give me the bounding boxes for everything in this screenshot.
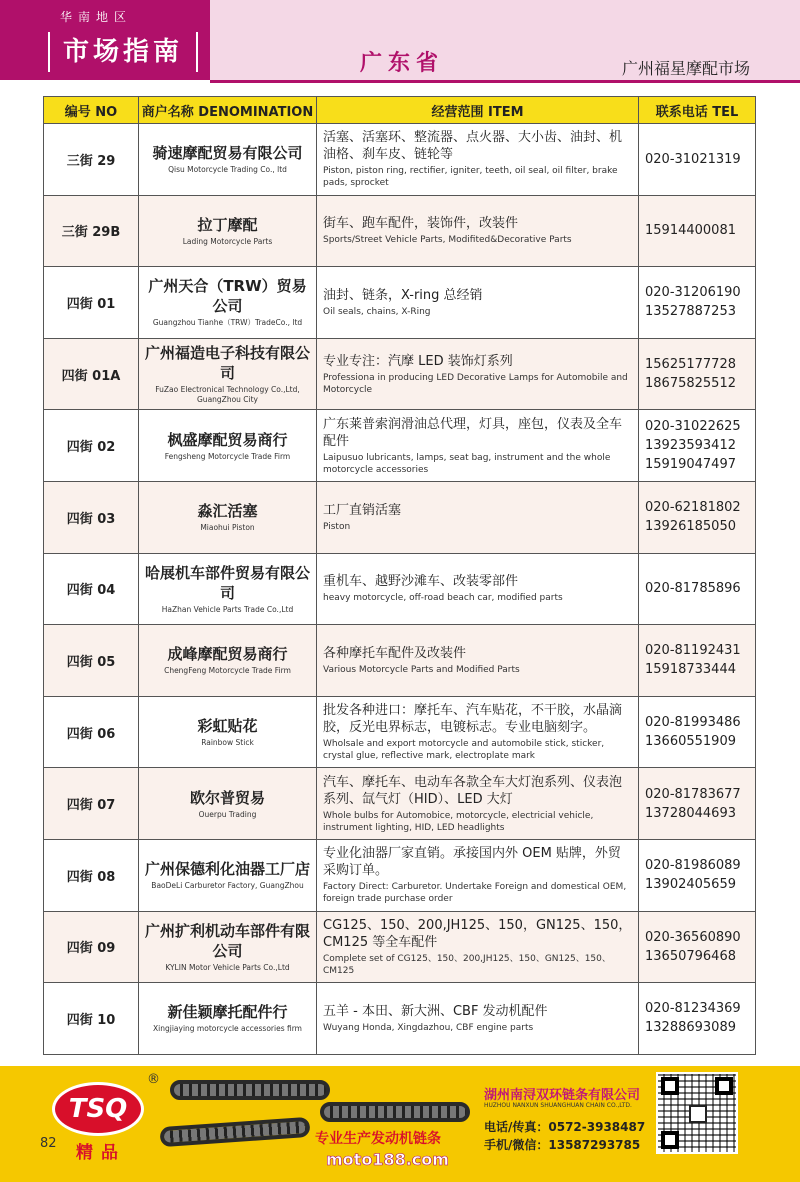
cell-telephone: 15625177728 18675825512 <box>639 338 756 410</box>
merchant-name-en: Ouerpu Trading <box>198 809 257 819</box>
cell-business-scope <box>317 839 639 911</box>
cell-business-scope <box>317 195 639 267</box>
cell-number: 四街 09 <box>44 911 139 983</box>
cell-number: 四街 05 <box>44 625 139 697</box>
cell-business-scope <box>317 553 639 625</box>
scope-cn: 重机车、越野沙滩车、改装零部件 <box>323 574 519 590</box>
table-row <box>44 267 756 339</box>
qr-finder-top-left <box>661 1077 679 1095</box>
chain-image-top <box>170 1080 330 1100</box>
qr-center-logo <box>689 1105 707 1123</box>
cell-telephone: 020-81783677 13728044693 <box>639 768 756 840</box>
cell-number: 四街 07 <box>44 768 139 840</box>
table-row <box>44 768 756 840</box>
scope-cn: 广东莱普索润滑油总代理，灯具，座包，仪表及全车配件 <box>323 416 623 449</box>
cell-merchant <box>139 696 317 768</box>
scope-en: Complete set of CG125、150、200,JH125、150、GN125、150、CM125 <box>323 953 611 976</box>
scope-en: Sports/Street Vehicle Parts, Modifited&Decorative Parts <box>323 235 572 246</box>
scope-cn: 专业化油器厂家直销。承接国内外 OEM 贴牌，外贸采购订单。 <box>323 846 621 879</box>
cell-merchant <box>139 911 317 983</box>
cell-merchant <box>139 625 317 697</box>
table-row <box>44 553 756 625</box>
cell-number: 四街 04 <box>44 553 139 625</box>
cell-merchant <box>139 481 317 553</box>
cell-telephone: 020-31022625 13923593412 15919047497 <box>639 410 756 482</box>
merchant-name-en: FuZao Electronical Technology Co.,Ltd, GuangZhou City <box>155 385 300 405</box>
scope-en: Piston <box>323 521 351 532</box>
merchant-name-en: Qisu Motorcycle Trading Co., ltd <box>168 165 287 175</box>
cell-merchant <box>139 195 317 267</box>
merchant-name-cn: 枫盛摩配贸易商行 <box>167 430 288 449</box>
scope-cn: 专业专注：汽摩 LED 装饰灯系列 <box>323 353 513 369</box>
scope-en: Professiona in producing LED Decorative Lamps for Automobile and Motorcycle <box>323 372 628 395</box>
chain-image-right <box>320 1102 470 1122</box>
market-name: 广州福星摩配市场 <box>621 59 750 78</box>
merchant-name-en: HaZhan Vehicle Parts Trade Co.,Ltd <box>161 604 294 614</box>
cell-business-scope <box>317 338 639 410</box>
page-number: 82 <box>40 1136 57 1151</box>
cell-merchant <box>139 839 317 911</box>
cell-number: 四街 01 <box>44 267 139 339</box>
cell-number: 四街 08 <box>44 839 139 911</box>
merchant-name-cn: 哈展机车部件贸易有限公司 <box>144 563 310 602</box>
merchant-name-cn: 彩虹贴花 <box>197 717 258 736</box>
scope-en: Wuyang Honda, Xingdazhou, CBF engine parts <box>323 1022 534 1033</box>
scope-cn: 街车、跑车配件，装饰件，改装件 <box>323 216 519 232</box>
qr-code-icon <box>656 1072 738 1154</box>
table-row <box>44 625 756 697</box>
table-row <box>44 839 756 911</box>
column-header-item: 经营范围 ITEM <box>317 97 639 124</box>
scope-cn: 工厂直销活塞 <box>323 502 402 518</box>
cell-number: 三街 29 <box>44 124 139 196</box>
scope-en: Wholsale and export motorcycle and automobile stick, sticker, crystal glue, reflective mark, electroplate mark <box>323 739 605 762</box>
scope-cn: 各种摩托车配件及改装件 <box>323 645 467 661</box>
cell-business-scope <box>317 983 639 1055</box>
scope-cn: 五羊 - 本田、新大洲、CBF 发动机配件 <box>323 1003 548 1019</box>
region-block <box>0 0 210 80</box>
province-title: 广东省 <box>360 51 445 76</box>
quality-label: 精品 <box>76 1143 126 1163</box>
cell-business-scope <box>317 410 639 482</box>
cell-telephone: 020-31021319 <box>639 124 756 196</box>
merchant-name-cn: 广州扩利机动车部件有限公司 <box>144 921 310 960</box>
merchant-name-cn: 广州福造电子科技有限公司 <box>144 344 310 383</box>
section-title: 市场指南 <box>48 32 198 72</box>
merchant-name-en: Xingjiaying motorcycle accessories firm <box>153 1024 302 1034</box>
column-header-name: 商户名称 DENOMINATION <box>139 97 317 124</box>
scope-cn: 油封、链条，X-ring 总经销 <box>323 287 483 303</box>
merchant-name-en: KYLIN Motor Vehicle Parts Co.,Ltd <box>165 962 290 972</box>
merchant-name-en: Miaohui Piston <box>200 523 255 533</box>
merchant-name-en: BaoDeLi Carburetor Factory, GuangZhou <box>151 881 304 891</box>
cell-business-scope <box>317 625 639 697</box>
scope-en: Oil seals, chains, X-Ring <box>323 306 431 317</box>
company-name: 湖州南浔双环链条有限公司 <box>484 1088 641 1103</box>
table-row <box>44 410 756 482</box>
cell-telephone: 020-81192431 15918733444 <box>639 625 756 697</box>
cell-merchant <box>139 267 317 339</box>
cell-business-scope <box>317 696 639 768</box>
merchant-name-cn: 广州保德利化油器工厂店 <box>144 860 310 879</box>
table-row <box>44 124 756 196</box>
cell-merchant <box>139 410 317 482</box>
mobile-wechat: 手机/微信：13587293785 <box>484 1138 641 1152</box>
scope-cn: 汽车、摩托车、电动车各款全车大灯泡系列、仪表泡系列、氙气灯（HID）、LED 大灯 <box>323 774 623 807</box>
cell-business-scope <box>317 911 639 983</box>
header-divider <box>210 80 800 83</box>
cell-business-scope <box>317 124 639 196</box>
table-header-row <box>44 97 756 124</box>
merchant-name-en: ChengFeng Motorcycle Trade Firm <box>164 666 291 676</box>
cell-merchant <box>139 983 317 1055</box>
scope-cn: 活塞、活塞环、整流器、点火器、大小齿、油封、机油格、刹车皮、链轮等 <box>323 130 623 163</box>
registered-mark: ® <box>147 1072 160 1087</box>
cell-telephone: 020-81785896 <box>639 553 756 625</box>
scope-en: heavy motorcycle, off-road beach car, modified parts <box>323 593 563 604</box>
scope-en: Various Motorcycle Parts and Modified Parts <box>323 664 520 675</box>
scope-en: Whole bulbs for Automobice, motorcycle, electricial vehicle, instrument lighting, HID, LED headlights <box>323 810 594 833</box>
table-row <box>44 983 756 1055</box>
scope-cn: CG125、150、200,JH125、150，GN125、150，CM125 等全车配件 <box>323 917 632 950</box>
column-header-tel: 联系电话 TEL <box>639 97 756 124</box>
cell-merchant <box>139 768 317 840</box>
chain-image-bottom <box>159 1117 310 1147</box>
cell-number: 四街 02 <box>44 410 139 482</box>
merchant-name-en: Fengsheng Motorcycle Trade Firm <box>164 451 291 461</box>
cell-merchant <box>139 124 317 196</box>
table-row <box>44 195 756 267</box>
merchant-name-cn: 欧尔普贸易 <box>189 788 265 807</box>
cell-telephone: 15914400081 <box>639 195 756 267</box>
merchant-name-cn: 成峰摩配贸易商行 <box>167 645 288 664</box>
cell-business-scope <box>317 481 639 553</box>
merchant-table <box>43 96 756 1055</box>
website-watermark: moto188.com <box>326 1150 449 1169</box>
cell-telephone: 020-36560890 13650796468 <box>639 911 756 983</box>
merchant-name-en: Guangzhou Tianhe（TRW）TradeCo., ltd <box>152 318 303 328</box>
table-row <box>44 481 756 553</box>
cell-number: 四街 03 <box>44 481 139 553</box>
merchant-name-cn: 广州天合（TRW）贸易公司 <box>148 277 307 316</box>
cell-merchant <box>139 338 317 410</box>
merchant-name-en: Rainbow Stick <box>201 738 254 748</box>
page-header <box>0 0 800 80</box>
column-header-no: 编号 NO <box>44 97 139 124</box>
cell-telephone: 020-81993486 13660551909 <box>639 696 756 768</box>
cell-telephone: 020-81234369 13288693089 <box>639 983 756 1055</box>
cell-business-scope <box>317 267 639 339</box>
scope-en: Laipusuo lubricants, lamps, seat bag, instrument and the whole motorcycle accessories <box>323 452 611 475</box>
merchant-name-cn: 新佳颖摩托配件行 <box>167 1003 288 1022</box>
cell-business-scope <box>317 768 639 840</box>
phone-fax: 电话/传真：0572-3938487 <box>484 1120 646 1134</box>
scope-en: Piston, piston ring, rectifier, igniter, teeth, oil seal, oil filter, brake pads, sprocket <box>323 166 618 189</box>
region-subtitle: 华南地区 <box>60 10 133 24</box>
scope-cn: 批发各种进口：摩托车、汽车贴花，不干胶，水晶滴胶，反光电界标志，电镀标志。专业电脑刻字。 <box>323 703 623 736</box>
advertisement-footer <box>0 1066 800 1182</box>
cell-number: 四街 06 <box>44 696 139 768</box>
merchant-name-cn: 骑速摩配贸易有限公司 <box>152 144 303 163</box>
slogan: 专业生产发动机链条 <box>315 1131 441 1147</box>
cell-merchant <box>139 553 317 625</box>
table-row <box>44 696 756 768</box>
qr-finder-bottom-left <box>661 1131 679 1149</box>
qr-finder-top-right <box>715 1077 733 1095</box>
merchant-name-en: Lading Motorcycle Parts <box>182 236 273 246</box>
cell-number: 四街 01A <box>44 338 139 410</box>
cell-telephone: 020-62181802 13926185050 <box>639 481 756 553</box>
cell-telephone: 020-81986089 13902405659 <box>639 839 756 911</box>
scope-en: Factory Direct: Carburetor. Undertake Foreign and domestical OEM, foreign trade purchase order <box>323 882 627 905</box>
cell-number: 四街 10 <box>44 983 139 1055</box>
tsq-logo: TSQ <box>52 1082 144 1136</box>
merchant-name-cn: 拉丁摩配 <box>197 215 258 234</box>
table-row <box>44 911 756 983</box>
table-row <box>44 338 756 410</box>
cell-number: 三街 29B <box>44 195 139 267</box>
company-name-en: HUZHOU NANXUN SHUANGHUAN CHAIN CO.,LTD. <box>484 1102 632 1109</box>
cell-telephone: 020-31206190 13527887253 <box>639 267 756 339</box>
merchant-name-cn: 淼汇活塞 <box>197 502 258 521</box>
